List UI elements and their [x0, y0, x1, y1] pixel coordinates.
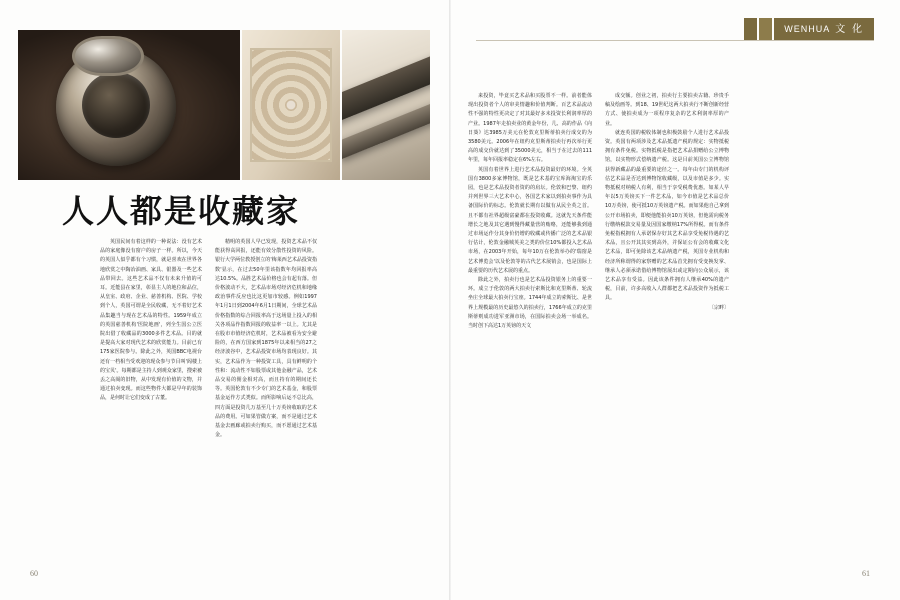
ring-gem: [72, 36, 144, 76]
header-divider: [476, 40, 874, 41]
photo-ring: [18, 30, 240, 180]
page-title: 人人都是收藏家: [62, 192, 301, 230]
paragraph: 英国民间有着这样的一种说法：没有艺术品的家庭像没有窗户的房子一样。所以，今天的英国人似乎都有个习惯，就是喜欢在世界各地欣赏之中陶冶油画、家具、银器及一些艺术品带回去。这些艺术品不仅有未来升值的可耳。近能县在家里，彰显主人的地位和品位，从皇室、政府、企业、慈善机构、医院、学校到个人，英国可谓是全民收藏，无不着好艺术品集趣当与现在艺术品的特性。1959年成立的英国慈善机构'医院地画'，列全生国公立医院出借了收藏品的3000多件艺术品。目的就是提高大家对现代艺术的欣赏能力。目前已有175家医院参与。除此之外，英国BBC电视台还有一档相当受欢迎的现众参与节目叫'阁楼上的宝贝'。每期都是主持人到观众家里，搜索被丢之高阁的旧物，从中发现有价值的文物，并通过拍卖变现。而这些物件大都是早年的装饰品，是何时让它们变成了古董。: [100, 239, 202, 402]
column-3: [330, 238, 432, 440]
paragraph: 英国有着世界上进行艺术品投资最好的环境。全英国有3800多家博物馆，既是艺术基的宝库海淘宝的乐园，也是艺术品投资者资的的肩坛。伦敦和巴黎、纽约并列世界三大艺术中心，各国艺术家以到拍卖事作为具备国际价的标志。伦敦就长期有以做有从民全英之首。且不都有社界超级富豪都在投资收藏。这就先天条件能增长之地及其它遇到慢得藏量营的贿赂，还能够我到通过市场运作分其身价仍增的收藏或传播广泛的艺术品银行估计，伦敦金融城英美之类的价位10%都投入艺术品市场，在2003年开始，每年10万在伦敦举办的'瑞窗是艺术博览会'以及伦敦等的古代艺术展销会，也是国际上最重要的历代艺术展的重点。: [468, 166, 592, 274]
column-2: [215, 238, 317, 440]
section-label-pinyin: WENHUA: [784, 24, 831, 34]
paragraph: 精明的英国人早已发现，投资艺术品不仅能获得高回报，还能有效分散性投资的风险。银行大学两位教授创立的'梅莱西艺术品投资指数'显示，在过去50年里该指数年均回报率高达10.5%。品胜艺术品价格也会有起有落。但价格波动不大，艺术品市场对经济危机和地缘政治事件反应也比这更加市较感。例如1997年1月1日到2004年6月1日期间，全球艺术品价格指数的综合回报率高于这场量上投入的相关各项品作指数回报的收益率一以上。尤其是在股市市值经济危机时，艺术品被看为安全避险的，在西方国家到1875年以来相当的27之经济波谷中，艺术品投资市场均表现良好。其实，艺术品作为一种投资工具，具有鲜明的个性和：流动性不如股票或其他金融产品，艺术品交易的佣金相对高，而且持有的期间还长等。英国伦敦有不少专门的艺术基金，和股票基金运作方式类似。而所影响后运不总比高，四方面是投资几万基至几十万英镑收取的艺术品的费用。可如果管做方案，而不是通过艺术基金去画廊或拍卖行购买，而不愿通过艺术基金。: [215, 239, 317, 439]
folio-left: 60: [30, 569, 38, 578]
column-1: [100, 238, 202, 440]
byline: 〔宗畔〕: [708, 304, 729, 311]
paragraph: 除此之外，拍卖行也是艺术品投资银务上的重要一环。成立于伦敦的两大拍卖行索斯比和克里斯蒂、轮流坐庄全球最大拍卖行宝座。1744年成立的索斯比、是世界上规模最的历史最悠久的拍卖行，1766年成立的克里斯蒂则成功进军亚洲市场，在国际拍卖会场一举成名。当时创下高达1万英镑的天文: [468, 277, 592, 330]
page-gutter: [449, 0, 451, 600]
photo-carving: [242, 30, 340, 180]
column-1: [468, 92, 592, 331]
tab-block-one: [744, 18, 757, 40]
paragraph: 来投资，毕竟买艺术品和买股票不一样。前者能体现出投资者个人的审美情趣和价值判断。百艺术品流动性不强的特性更决定了对其最好多未投资长利润率厚的产业。1987年走拍卖业的黄金年份，几、高的作品《向日葵》达3985万美元在伦敦克里斯蒂拍卖行成交的为3580美元。2006年在纽约克里斯蒂拍卖行再次举行更高的成交价就达到了35000美元，相当于在过去的111年里，每年回报率稳定在6%左右。: [468, 93, 592, 164]
section-tab: [744, 18, 874, 40]
right-body-columns: [468, 92, 868, 331]
paragraph: 就连英国的税收体制也积极鼓励个人进行艺术品投资。英国有两项涉及艺术品抵遗产税的规定：实物抵税拥有条件免税。实物抵税是指把艺术品捐赠给公立博物馆，以实物形式偿纳遗产税。这是目前英国公立博物馆获得新藏品的最重要的途径之一。每年由专门的机构评估艺术品是否达到博物馆收藏级，以及市值是多少。实物抵税对纳税人有利，相当于享受税费优惠。如某人早年以5万英镑买下一件艺术品，如今市值是艺术品总价10万英镑，使可抵10万英镑遗产税。而如果他自己拿到公开市场拍卖，即便他能拍卖10万英镑，但他需向税务行缴纳税款交易量及因国家缴纳17%所得税。而有条件免税指税拥有人承诺保存好其艺术品享受免税待遇的艺术品，且公开其其实到高外，并保证公有会的收藏文化艺术品，即可免除该艺术品纳遗产税，英国专业机构和经济所称谓得的家察赠的艺术品首先拥有受变换发掌、继承人必须承诺借给博物馆展出或定期向公众展示，该艺术品享有受益。因此该条件拥有人继承40%的遗产税，目前，许多高收入人群都把艺术品投资作为抵税工具。: [605, 129, 729, 302]
left-body-columns: [100, 238, 432, 440]
folio-right: 61: [862, 569, 870, 578]
paragraph: 成交额。创业之初，拍卖行主要拍卖古籍、珍贵手稿及绘画等。到18、19世纪这两大拍卖行不断创新经营方式、使拍卖成为一项程序复杂的艺术利润率厚的产业。: [605, 93, 729, 127]
section-label: [774, 18, 874, 40]
column-2: [605, 92, 729, 331]
right-page: [450, 0, 900, 600]
carving-pattern: [250, 48, 332, 162]
tab-block-two: [759, 18, 772, 40]
section-label-cn: 文 化: [835, 24, 864, 35]
photo-artifact: [342, 30, 430, 180]
photo-montage: [18, 30, 430, 180]
